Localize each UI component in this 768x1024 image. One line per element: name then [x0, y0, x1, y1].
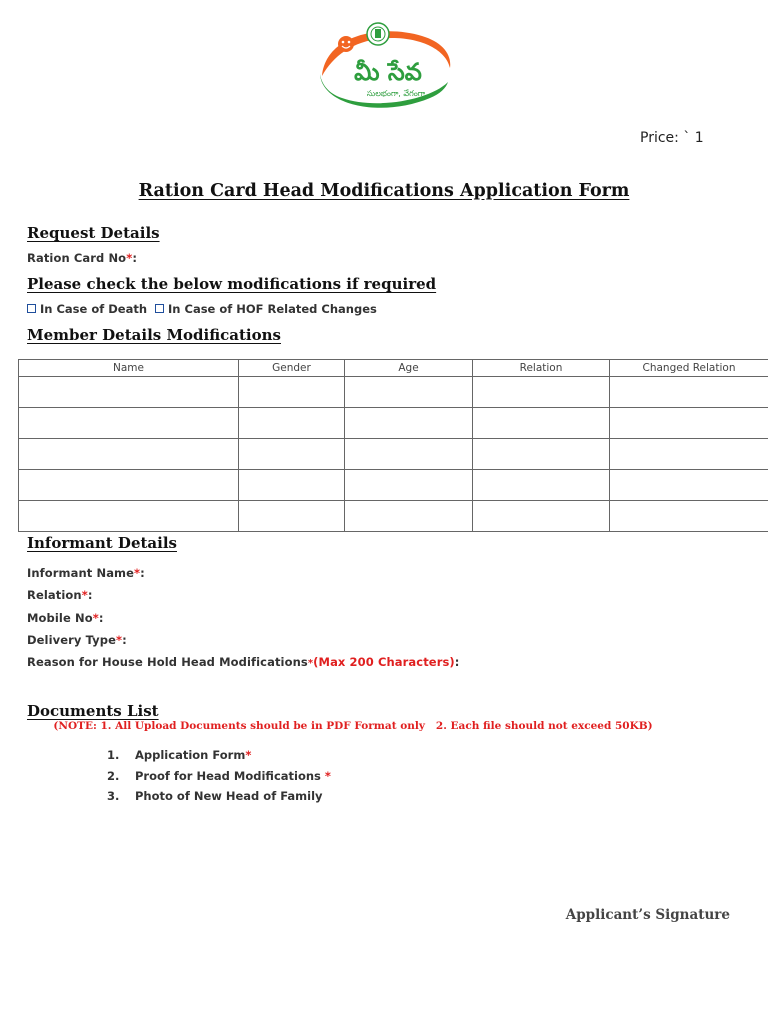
table-cell[interactable]	[239, 501, 345, 532]
field-suffix: :	[122, 633, 127, 647]
field-suffix: :	[132, 251, 138, 265]
list-item	[107, 748, 331, 769]
logo-tagline: సులభంగా, వేగంగా	[366, 89, 426, 98]
relation-label: Relation	[27, 588, 82, 602]
meeseva-logo-icon	[312, 14, 462, 114]
table-cell[interactable]	[19, 377, 239, 408]
table-cell[interactable]	[610, 439, 768, 470]
table-cell[interactable]	[19, 470, 239, 501]
informant-name-label: Informant Name	[27, 566, 135, 580]
reason-hint: (Max 200 Characters)	[313, 655, 455, 669]
required-mark: *	[81, 588, 88, 602]
mobile-no-field[interactable]	[27, 611, 104, 625]
modification-options	[27, 302, 377, 316]
mobile-no-label: Mobile No	[27, 611, 93, 625]
list-number: 2.	[107, 768, 120, 783]
informant-details-heading: Informant Details	[27, 534, 177, 552]
list-item	[107, 769, 331, 790]
modifications-heading: Please check the below modifications if required	[27, 275, 437, 293]
field-suffix: :	[454, 655, 460, 669]
logo-text: మీ సేవ	[354, 58, 422, 86]
field-suffix: :	[87, 588, 93, 602]
column-header-gender: Gender	[239, 360, 345, 377]
relation-field[interactable]	[27, 588, 93, 602]
checkbox-icon	[155, 304, 164, 313]
table-row	[19, 470, 768, 501]
delivery-type-label: Delivery Type	[27, 633, 117, 647]
table-header-row	[19, 360, 768, 377]
ration-card-label: Ration Card No	[27, 251, 127, 265]
list-item	[107, 789, 331, 810]
checkbox-hof[interactable]	[155, 302, 377, 316]
table-cell[interactable]	[345, 439, 473, 470]
table-cell[interactable]	[239, 377, 345, 408]
required-mark: *	[245, 748, 252, 762]
table-cell[interactable]	[345, 501, 473, 532]
document-label: Proof for Head Modifications	[135, 768, 325, 783]
form-title: Ration Card Head Modifications Application Form	[138, 181, 630, 201]
column-header-name: Name	[19, 360, 239, 377]
field-suffix: :	[98, 611, 104, 625]
field-suffix: :	[140, 566, 145, 580]
documents-heading: Documents List	[27, 702, 159, 720]
required-mark: *	[116, 633, 123, 647]
column-header-age: Age	[345, 360, 473, 377]
informant-name-field[interactable]	[27, 566, 145, 580]
checkbox-death-label: In Case of Death	[40, 302, 148, 316]
documents-list	[107, 748, 331, 810]
table-row	[19, 377, 768, 408]
table-cell[interactable]	[345, 470, 473, 501]
table-row	[19, 439, 768, 470]
reason-field[interactable]	[27, 655, 459, 669]
document-label: Photo of New Head of Family	[135, 789, 323, 803]
table-cell[interactable]	[239, 470, 345, 501]
required-mark: *	[126, 251, 133, 265]
table-cell[interactable]	[473, 377, 610, 408]
member-details-heading: Member Details Modifications	[27, 326, 281, 344]
table-cell[interactable]	[239, 408, 345, 439]
table-row	[19, 408, 768, 439]
checkbox-hof-label: In Case of HOF Related Changes	[168, 302, 377, 316]
required-mark: *	[307, 658, 314, 669]
reason-label: Reason for House Hold Head Modifications	[27, 655, 308, 669]
column-header-changed-relation: Changed Relation	[610, 360, 768, 377]
table-cell[interactable]	[473, 501, 610, 532]
required-mark: *	[134, 566, 141, 580]
table-cell[interactable]	[345, 408, 473, 439]
table-cell[interactable]	[239, 439, 345, 470]
required-mark: *	[92, 611, 99, 625]
table-cell[interactable]	[610, 408, 768, 439]
list-number: 3.	[107, 789, 120, 803]
column-header-relation: Relation	[473, 360, 610, 377]
table-cell[interactable]	[610, 470, 768, 501]
delivery-type-field[interactable]	[27, 633, 127, 647]
documents-note: (NOTE: 1. All Upload Documents should be in PDF Format only 2. Each file should not exceed 50KB)	[53, 720, 653, 732]
table-cell[interactable]	[19, 408, 239, 439]
list-number: 1.	[107, 748, 120, 762]
meeseva-logo	[312, 14, 462, 114]
table-cell[interactable]	[473, 470, 610, 501]
price-label: Price: ` 1	[640, 130, 704, 146]
required-mark: *	[324, 768, 331, 783]
table-cell[interactable]	[610, 501, 768, 532]
applicant-signature-label: Applicant’s Signature	[565, 907, 730, 923]
table-cell[interactable]	[473, 439, 610, 470]
table-cell[interactable]	[473, 408, 610, 439]
ration-card-field[interactable]	[27, 251, 137, 265]
member-details-table	[18, 359, 768, 532]
table-cell[interactable]	[19, 501, 239, 532]
checkbox-icon	[27, 304, 36, 313]
table-row	[19, 501, 768, 532]
table-cell[interactable]	[610, 377, 768, 408]
table-cell[interactable]	[19, 439, 239, 470]
request-details-heading: Request Details	[27, 224, 160, 242]
document-label: Application Form	[135, 748, 246, 762]
table-cell[interactable]	[345, 377, 473, 408]
checkbox-death[interactable]	[27, 302, 147, 316]
